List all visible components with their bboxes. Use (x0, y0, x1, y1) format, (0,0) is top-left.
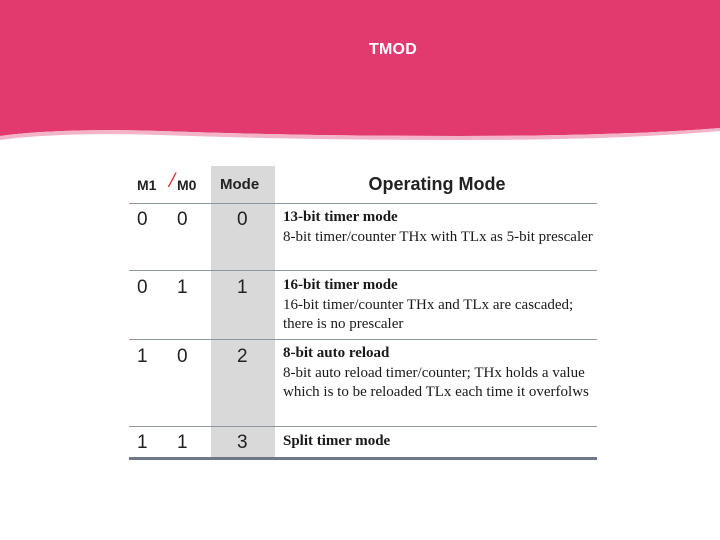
row-1-title: 16-bit timer mode (283, 277, 398, 293)
row-2-detail: 8-bit auto reload timer/counter; THx holds a value which is to be reloaded TLx each time it overfolws (283, 364, 589, 400)
table-bottom-rule (129, 457, 597, 460)
row-0-description (283, 208, 593, 247)
row-1-description (283, 276, 593, 335)
banner-shape (0, 0, 720, 150)
row-3-m0: 1 (177, 432, 188, 453)
header-m0: M0 (177, 177, 197, 193)
row-3-description (283, 432, 593, 452)
row-1-m1: 0 (137, 277, 148, 298)
row-0-title: 13-bit timer mode (283, 209, 398, 225)
tmod-mode-table (129, 166, 597, 460)
row-1-detail: 16-bit timer/counter THx and TLx are cascaded; there is no prescaler (283, 296, 574, 332)
header-m1: M1 (137, 177, 157, 193)
header-rule (129, 203, 597, 204)
row-2-mode: 2 (237, 346, 248, 367)
row-0-m0: 0 (177, 209, 188, 230)
header-operating-mode: Operating Mode (368, 174, 506, 194)
row-rule (129, 339, 597, 340)
row-2-m1: 1 (137, 346, 148, 367)
row-rule (129, 270, 597, 271)
header-mode: Mode (220, 176, 260, 193)
row-3-mode: 3 (237, 432, 248, 453)
row-rule (129, 426, 597, 427)
row-3-title: Split timer mode (283, 433, 391, 449)
row-2-title: 8-bit auto reload (283, 345, 390, 361)
row-0-detail: 8-bit timer/counter THx with TLx as 5-bit prescaler (283, 228, 593, 245)
row-3-m1: 1 (137, 432, 148, 453)
row-2-description (283, 344, 593, 403)
row-1-m0: 1 (177, 277, 188, 298)
row-2-m0: 0 (177, 346, 188, 367)
row-0-m1: 0 (137, 209, 148, 230)
slide-title: TMOD (369, 41, 417, 58)
row-0-mode: 0 (237, 209, 248, 230)
header-banner (0, 0, 720, 150)
row-1-mode: 1 (237, 277, 248, 298)
header-slash: / (169, 167, 176, 192)
